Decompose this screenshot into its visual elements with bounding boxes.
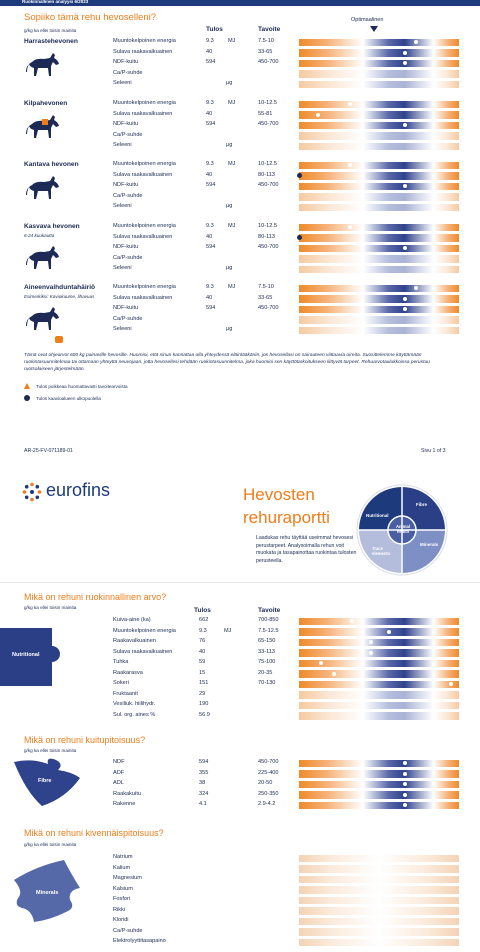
report-page-1 [0,0,480,462]
range-bar [299,802,459,810]
result-value: 594 [206,182,216,188]
section-fibre-title: Mikä on rehuni kuitupitoisuus? [24,735,146,745]
result-value: 9.3 [206,223,214,229]
nutrient-label: Sulava raakavalkuainen [113,171,173,178]
target-range: 75-100 [258,659,276,665]
result-value: 594 [206,121,216,127]
range-bar [299,691,459,699]
range-bar [299,628,459,636]
target-range: 2.9-4.2 [258,801,276,807]
fibre-label: ADL [113,780,124,786]
nutrient-label: NDF-kuitu [113,305,139,311]
nutrient-label: Ca/P-suhde [113,254,143,261]
result-value: 151 [199,680,209,686]
range-bar [299,255,459,263]
nutrient-label: NDF-kuitu [113,182,139,188]
col-header-tulos: Tulos [206,26,223,33]
question-title: Sopiiko tämä rehu hevoselleni? [24,12,157,23]
target-range: 450-700 [258,759,279,765]
nutrient-label: Ca/P-suhde [113,315,143,322]
range-bar [299,266,459,274]
target-range: 55-81 [258,110,273,117]
target-range: 7.5-10 [258,284,274,290]
report-title-line2: rehuraportti [243,508,330,527]
result-dot [449,682,453,686]
result-value: 594 [206,59,216,65]
fibre-label: NDF [113,759,125,765]
result-dot [403,61,407,65]
result-dot [350,619,354,623]
nutrient-label: Kuiva-aine (ka) [113,617,151,623]
page-label: Sivu 1 of 3 [421,448,446,454]
nutrient-label: Sulava raakavalkuainen [113,233,173,240]
puzzle-fibre-label: Fibre [416,502,428,507]
target-range: 33-113 [258,648,276,655]
result-value: 355 [199,769,209,776]
target-range: 80-113 [258,233,276,240]
range-bar [299,886,459,894]
target-range: 20-50 [258,780,273,786]
result-value: 4.1 [199,801,207,807]
col-header-tavoite: Tavoite [258,26,281,33]
intro-text: Laadukas rehu täyttää useimmat hevosesi perustarpeet. Analysoimalla rehun voit muokata ja tasapainottaa ruokintaa tulosten perusteella. [256,535,357,564]
range-bar [299,918,459,926]
range-bar [299,60,459,68]
nutrient-label: Vesiliuk. hiilihydr. [113,701,156,707]
target-range: 10-12.5 [258,161,277,167]
result-unit: µg [226,80,233,86]
range-bar [299,234,459,242]
nutrient-label: Sul. org. aines % [113,711,156,718]
range-bar [299,876,459,884]
range-bar [299,681,459,689]
nutrient-label: Seleeni [113,265,132,271]
result-dot [387,630,391,634]
range-bar [299,791,459,799]
result-dot [403,51,407,55]
result-value: 76 [199,638,206,644]
nutrient-label: Ca/P-suhde [113,69,143,76]
target-range: 7.5-10 [258,38,274,44]
range-bar [299,143,459,151]
target-range: 20-35 [258,669,273,676]
outside-result-dot [297,235,302,240]
range-bar [299,183,459,191]
range-bar [299,81,459,89]
range-bar [299,639,459,647]
mineral-label: Natrium [113,854,133,860]
range-bar [299,660,459,668]
mineral-label: Kloridi [113,917,129,923]
horse-name: Kantava hevonen [24,161,79,168]
nutrient-label: Muuntokelpoinen energia [113,100,176,106]
nutrient-label: NDF-kuitu [113,59,139,65]
nutritional-col-tavoite: Tavoite [258,607,281,614]
range-bar [299,70,459,78]
range-bar [299,316,459,324]
nutrient-label: Seleeni [113,142,132,148]
target-range: 250-350 [258,790,279,797]
fibre-label: ADF [113,769,125,776]
result-value: 594 [206,305,216,311]
puzzle-nutritional-label: Nutritional [366,513,389,518]
puzzle-animal-health-label: Animal health [396,524,410,534]
range-bar [299,897,459,905]
puzzle-circle [356,484,448,576]
target-range: 450-700 [258,182,279,188]
result-unit: MJ [228,284,236,290]
horse-icon [26,245,60,276]
report-title-line1: Hevosten [243,485,315,504]
range-bar [299,865,459,873]
mineral-label: Elektrolyyttitasapaino [113,938,166,944]
result-value: 9.3 [206,284,214,290]
mineral-label: Ca/P-suhde [113,927,143,934]
range-bar [299,285,459,293]
range-bar [299,907,459,915]
range-bar [299,928,459,936]
nutritional-col-tulos: Tulos [194,607,211,614]
nutrient-label: NDF-kuitu [113,244,139,250]
result-unit: MJ [228,100,236,106]
result-value: 40 [206,110,213,117]
minerals-piece-label: Minerals [36,890,59,896]
result-value: 9.3 [206,161,214,167]
target-range: 10-12.5 [258,100,277,106]
range-bar [299,939,459,947]
target-range: 225-400 [258,769,279,776]
range-bar [299,649,459,657]
range-bar [299,306,459,314]
target-range: 450-700 [258,244,279,250]
target-range: 70-130 [258,680,276,686]
horse-name: Kilpahevonen [24,100,68,107]
camera-badge-icon [55,336,63,343]
result-value: 594 [199,759,209,765]
disclaimer-text: Tämä ovat ohjearvot 600 kg painaville hevosille. Huomioi, että sinun kannattaa olla yhteydessä eläinlääkäriin, jos hevosellasi on sairauteen viittaavia oireita. Suosittelemme käyttämään ruokintasuunnitelmaa tai ottamaan yhteyttä neuvojaan, jotta hevosellesi tehdään ruokintasuunnitelma, joka huomioi sen käyttötarkoitukseen liittyvät tarpeet. Rehuarvotaulukkoissa perustuu ruotsalaiseen järjestelmään. [24,353,430,372]
nutrient-label: Sokeri [113,680,129,686]
nutritional-piece-label: Nutritional [12,652,40,658]
range-bar [299,101,459,109]
result-value: 662 [199,617,209,623]
nutrient-label: Muuntokelpoinen energia [113,627,176,634]
target-range: 65-150 [258,638,276,644]
result-unit: MJ [228,161,236,167]
eurofins-logo-icon [22,482,42,502]
result-dot [403,782,407,786]
range-bar [299,204,459,212]
result-dot [403,793,407,797]
result-value: 56.9 [199,711,210,718]
range-bar [299,49,459,57]
nutritional-unit-note: g/kg ka ellei toisin mainita [24,605,77,610]
section-nutritional-title: Mikä on rehuni ruokinnallinen arvo? [24,592,167,602]
target-range: 450-700 [258,59,279,65]
legend-outside-text: Tulos kaavioalueen ulkopuolella [36,396,101,401]
fibre-unit-note: g/kg ka ellei toisin mainita [24,748,77,753]
range-bar [299,39,459,47]
outside-dot-icon [24,395,30,401]
target-range: 10-12.5 [258,223,277,229]
optimal-marker-icon [370,26,378,32]
range-bar [299,770,459,778]
horse-icon [26,175,60,206]
result-dot [403,772,407,776]
minerals-unit-note: g/kg ka ellei toisin mainita [24,842,77,847]
target-range: 33-65 [258,294,273,301]
mineral-label: Magnesium [113,875,142,881]
result-unit: MJ [228,223,236,229]
result-dot [403,184,407,188]
range-bar [299,855,459,863]
nutrient-label: Sulava raakavalkuainen [113,48,173,55]
nutrient-label: Fruktaanit [113,690,138,697]
range-bar [299,295,459,303]
result-value: 40 [206,48,213,55]
section-minerals-title: Mikä on rehuni kivennäispitoisuus? [24,828,164,838]
range-bar [299,760,459,768]
result-dot [369,640,373,644]
target-range: 80-113 [258,171,276,178]
result-unit: µg [226,265,233,271]
nutrient-label: Seleeni [113,326,132,332]
outside-result-dot [297,173,302,178]
report-page-2 [0,462,480,952]
target-range: 450-700 [258,121,279,127]
nutrient-label: Seleeni [113,80,132,86]
result-value: 324 [199,790,209,797]
target-range: 700-850 [258,617,279,623]
mineral-label: Fosfori [113,896,131,902]
range-bar [299,132,459,140]
range-bar [299,193,459,201]
puzzle-trace-label: Trace elements [372,546,391,556]
result-unit: µg [226,203,233,209]
result-value: 29 [199,690,206,697]
nutrient-label: Muuntokelpoinen energia [113,284,176,290]
result-value: 9.3 [206,38,214,44]
unit-note: g/kg ka ellei toisin mainita [24,28,77,33]
range-bar [299,245,459,253]
result-dot [369,651,373,655]
nutrient-label: Tuhka [113,659,129,665]
divider [0,582,480,583]
target-range: 33-65 [258,48,273,55]
result-value: 40 [206,233,213,240]
eurofins-logo-text: eurofins [46,480,111,500]
result-value: 594 [206,244,216,250]
result-dot [403,123,407,127]
range-bar [299,122,459,130]
warning-icon [24,383,30,389]
horse-name: Kasvava hevonen [24,223,80,230]
range-bar [299,781,459,789]
result-dot [403,761,407,765]
result-value: 40 [206,294,213,301]
nutrient-label: Sulava raakavalkuainen [113,294,173,301]
fibre-label: Rakenne [113,801,136,807]
horse-name: Aineenvaihduntahäiriö [24,284,96,291]
nutrient-label: Raakavalkuainen [113,638,156,644]
nutrient-label: Ca/P-suhde [113,131,143,138]
target-range: 450-700 [258,305,279,311]
result-dot [403,803,407,807]
range-bar [299,327,459,335]
mineral-label: Rikki [113,906,126,913]
fibre-label: Raakakuitu [113,790,141,797]
mineral-label: Kalium [113,864,131,871]
nutritional-puzzle-piece [0,628,78,686]
fibre-puzzle-piece [12,758,82,808]
horse-icon [26,52,60,83]
result-dot [332,672,336,676]
nutrient-label: Muuntokelpoinen energia [113,38,176,44]
nutrient-label: Sulava raakavalkuainen [113,110,173,117]
fibre-piece-label: Fibre [38,778,52,784]
top-header-band [0,0,480,6]
nutrient-label: Sulava raakavalkuainen [113,648,173,655]
result-value: 40 [199,648,206,655]
nutrient-label: Ca/P-suhde [113,192,143,199]
range-bar [299,162,459,170]
result-dot [414,40,418,44]
result-dot [403,297,407,301]
nutrient-label: Raakarasva [113,669,143,676]
puzzle-minerals-label: Minerals [420,542,439,547]
result-dot [414,286,418,290]
header-band-text: Ruokinnallinen analyysi 6/2023 [22,0,89,4]
result-unit: µg [226,142,233,148]
minerals-puzzle-piece [10,856,90,926]
legend-warning-text: Tulos poikkeaa huomattavasti tavoitearvoista [36,384,128,389]
target-range: 7.5-12.5 [258,627,279,634]
result-value: 38 [199,780,206,786]
range-bar [299,111,459,119]
nutrient-label: NDF-kuitu [113,121,139,127]
nutrient-label: Muuntokelpoinen energia [113,223,176,229]
result-value: 9.3 [206,100,214,106]
result-unit: MJ [224,627,232,634]
result-value: 190 [199,701,209,707]
range-bar [299,702,459,710]
nutrient-label: Muuntokelpoinen energia [113,161,176,167]
range-bar [299,670,459,678]
nutrient-label: Seleeni [113,203,132,209]
horse-subtitle: 6-24 kuukautta [24,233,55,238]
result-value: 15 [199,669,206,676]
result-value: 9.3 [199,627,207,634]
result-unit: µg [226,326,233,332]
horse-name: Harrastehevonen [24,38,78,45]
range-bar [299,618,459,626]
result-dot [403,246,407,250]
saddle-pad-icon [42,119,48,125]
optimal-label: Optimaalinen [351,17,384,23]
result-dot [316,113,320,117]
result-unit: MJ [228,38,236,44]
mineral-label: Kalsium [113,885,133,892]
result-value: 59 [199,659,206,665]
horse-subtitle: Esimerkiksi: Kaviokuume, lihavuus [24,294,95,299]
horse-icon [26,306,60,337]
result-value: 40 [206,171,213,178]
doc-id: AR-25-FV-071189-01 [24,448,73,454]
result-dot [403,307,407,311]
range-bar [299,712,459,720]
range-bar [299,224,459,232]
range-bar [299,172,459,180]
